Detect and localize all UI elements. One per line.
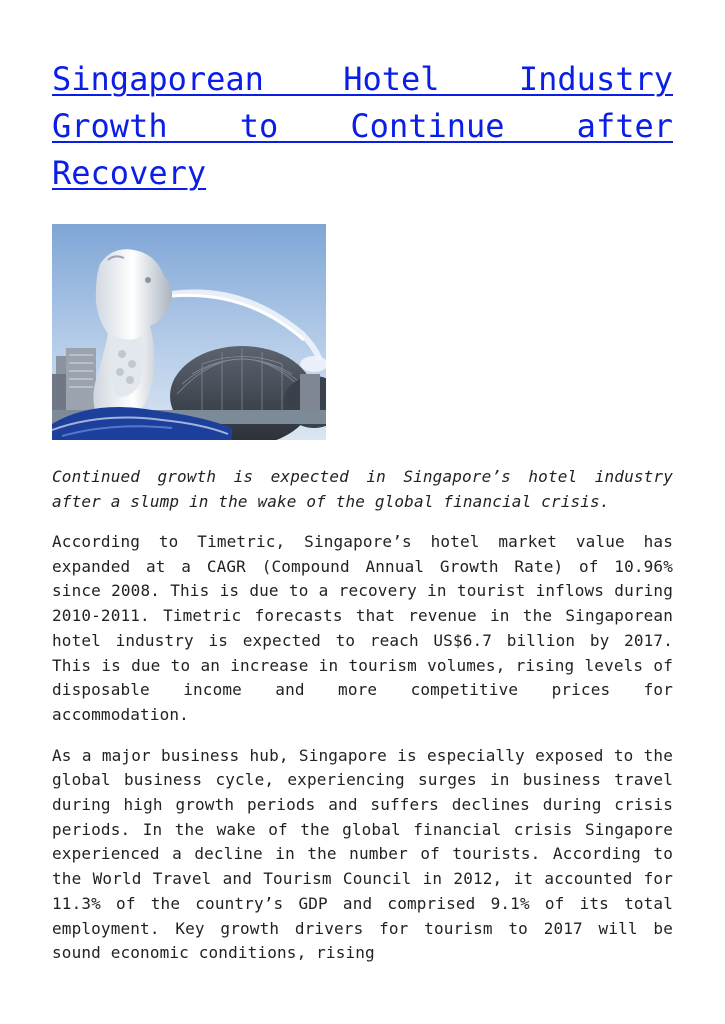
article-paragraph-1: According to Timetric, Singapore’s hotel market value has expanded at a CAGR (Compound Annual Growth Rate) of 10.96% since 2008. This is due to a recovery in tourist inflows during 2010-2011. Timetric forecasts that revenue in the Singaporean hotel industry is expected to reach US$6.7 billion by 2017. This is due to an increase in tourism volumes, rising levels of disposable income and more competitive prices for accommodation. <box>52 532 673 724</box>
article-image <box>52 224 326 440</box>
title-link[interactable]: Singaporean Hotel Industry Growth to Continue after Recovery <box>52 60 673 192</box>
image-caption: Continued growth is expected in Singapore’s hotel industry after a slump in the wake of the global financial crisis. <box>52 467 673 511</box>
merlion-photo <box>52 224 326 440</box>
page-title <box>52 56 673 197</box>
article-paragraph-2: As a major business hub, Singapore is especially exposed to the global business cycle, experiencing surges in business travel during high growth periods and suffers declines during crisis periods. In the wake of the global financial crisis Singapore experienced a decline in the number of tourists. According to the World Travel and Tourism Council in 2012, it accounted for 11.3% of the country’s GDP and comprised 9.1% of its total employment. Key growth drivers for tourism to 2017 will be sound economic conditions, rising <box>52 745 673 963</box>
article <box>52 56 673 966</box>
